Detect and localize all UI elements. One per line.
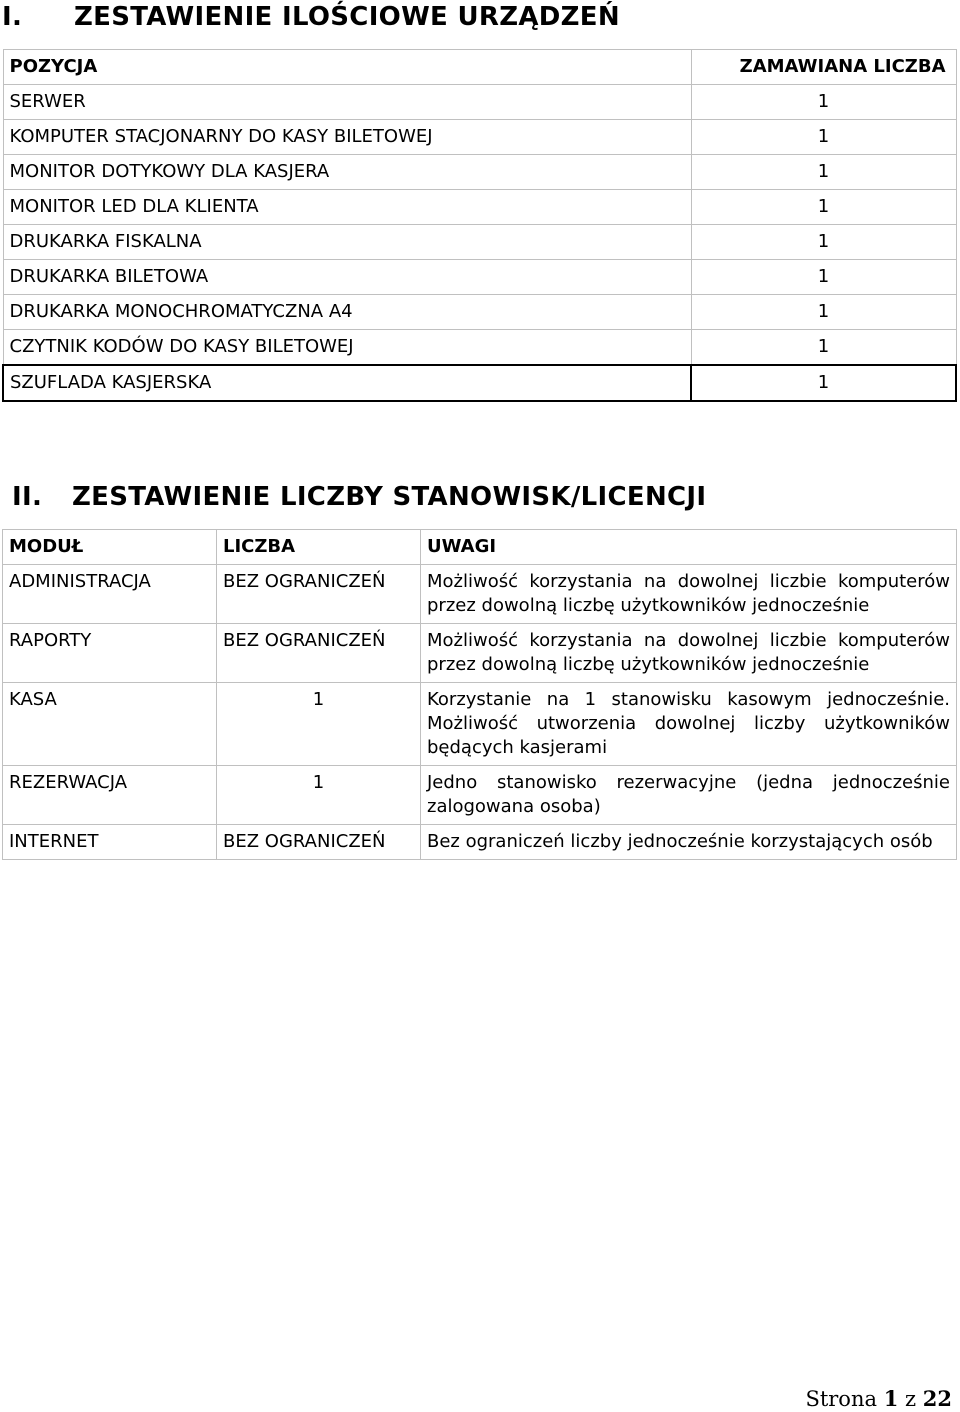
table-row [3, 260, 956, 295]
license-count: BEZ OGRANICZEŃ [217, 825, 421, 860]
licenses-table [2, 529, 957, 860]
section-2-number: II. [12, 482, 43, 512]
devices-table [2, 49, 957, 402]
license-notes: Korzystanie na 1 stanowisku kasowym jednocześnie. Możliwość utworzenia dowolnej liczby użytkowników będących kasjerami [421, 683, 957, 766]
device-quantity: 1 [691, 120, 956, 155]
device-quantity: 1 [691, 225, 956, 260]
device-quantity: 1 [691, 190, 956, 225]
license-count: BEZ OGRANICZEŃ [217, 565, 421, 624]
license-notes: Bez ograniczeń liczby jednocześnie korzystających osób [421, 825, 957, 860]
device-name: KOMPUTER STACJONARNY DO KASY BILETOWEJ [3, 120, 691, 155]
table-row [3, 365, 956, 401]
table-row [3, 825, 957, 860]
column-header-module: MODUŁ [3, 530, 217, 565]
device-quantity: 1 [691, 365, 956, 401]
table-row [3, 624, 957, 683]
device-name: MONITOR DOTYKOWY DLA KASJERA [3, 155, 691, 190]
column-header-notes: UWAGI [421, 530, 957, 565]
page-footer [805, 1386, 952, 1411]
table-row [3, 683, 957, 766]
license-count: 1 [217, 766, 421, 825]
section-1-number: I. [2, 2, 23, 32]
module-name: ADMINISTRACJA [3, 565, 217, 624]
license-notes: Możliwość korzystania na dowolnej liczbie komputerów przez dowolną liczbę użytkowników jednocześnie [421, 565, 957, 624]
table-row [3, 225, 956, 260]
section-1-title: ZESTAWIENIE ILOŚCIOWE URZĄDZEŃ [74, 2, 620, 32]
device-name: DRUKARKA BILETOWA [3, 260, 691, 295]
module-name: RAPORTY [3, 624, 217, 683]
table-row [3, 766, 957, 825]
section-2-title: ZESTAWIENIE LICZBY STANOWISK/LICENCJI [72, 482, 707, 512]
device-quantity: 1 [691, 155, 956, 190]
device-name: SZUFLADA KASJERSKA [3, 365, 691, 401]
device-name: CZYTNIK KODÓW DO KASY BILETOWEJ [3, 330, 691, 366]
section-1-heading [2, 2, 620, 32]
section-2-heading [12, 482, 706, 512]
device-name: MONITOR LED DLA KLIENTA [3, 190, 691, 225]
page-label: Strona [805, 1387, 877, 1411]
page-separator: z [905, 1387, 917, 1411]
table-header-row [3, 50, 956, 85]
device-name: SERWER [3, 85, 691, 120]
license-notes: Możliwość korzystania na dowolnej liczbie komputerów przez dowolną liczbę użytkowników jednocześnie [421, 624, 957, 683]
table-header-row [3, 530, 957, 565]
table-row [3, 330, 956, 366]
module-name: REZERWACJA [3, 766, 217, 825]
total-pages-number: 22 [922, 1386, 952, 1411]
table-row [3, 155, 956, 190]
license-notes: Jedno stanowisko rezerwacyjne (jedna jednocześnie zalogowana osoba) [421, 766, 957, 825]
table-row [3, 120, 956, 155]
column-header-count: LICZBA [217, 530, 421, 565]
device-name: DRUKARKA FISKALNA [3, 225, 691, 260]
table-row [3, 565, 957, 624]
device-quantity: 1 [691, 330, 956, 366]
device-quantity: 1 [691, 295, 956, 330]
device-name: DRUKARKA MONOCHROMATYCZNA A4 [3, 295, 691, 330]
table-row [3, 295, 956, 330]
license-count: 1 [217, 683, 421, 766]
column-header-position: POZYCJA [3, 50, 691, 85]
module-name: KASA [3, 683, 217, 766]
license-count: BEZ OGRANICZEŃ [217, 624, 421, 683]
current-page-number: 1 [883, 1386, 899, 1411]
module-name: INTERNET [3, 825, 217, 860]
table-row [3, 190, 956, 225]
table-row [3, 85, 956, 120]
device-quantity: 1 [691, 85, 956, 120]
column-header-quantity: ZAMAWIANA LICZBA [691, 50, 956, 85]
device-quantity: 1 [691, 260, 956, 295]
